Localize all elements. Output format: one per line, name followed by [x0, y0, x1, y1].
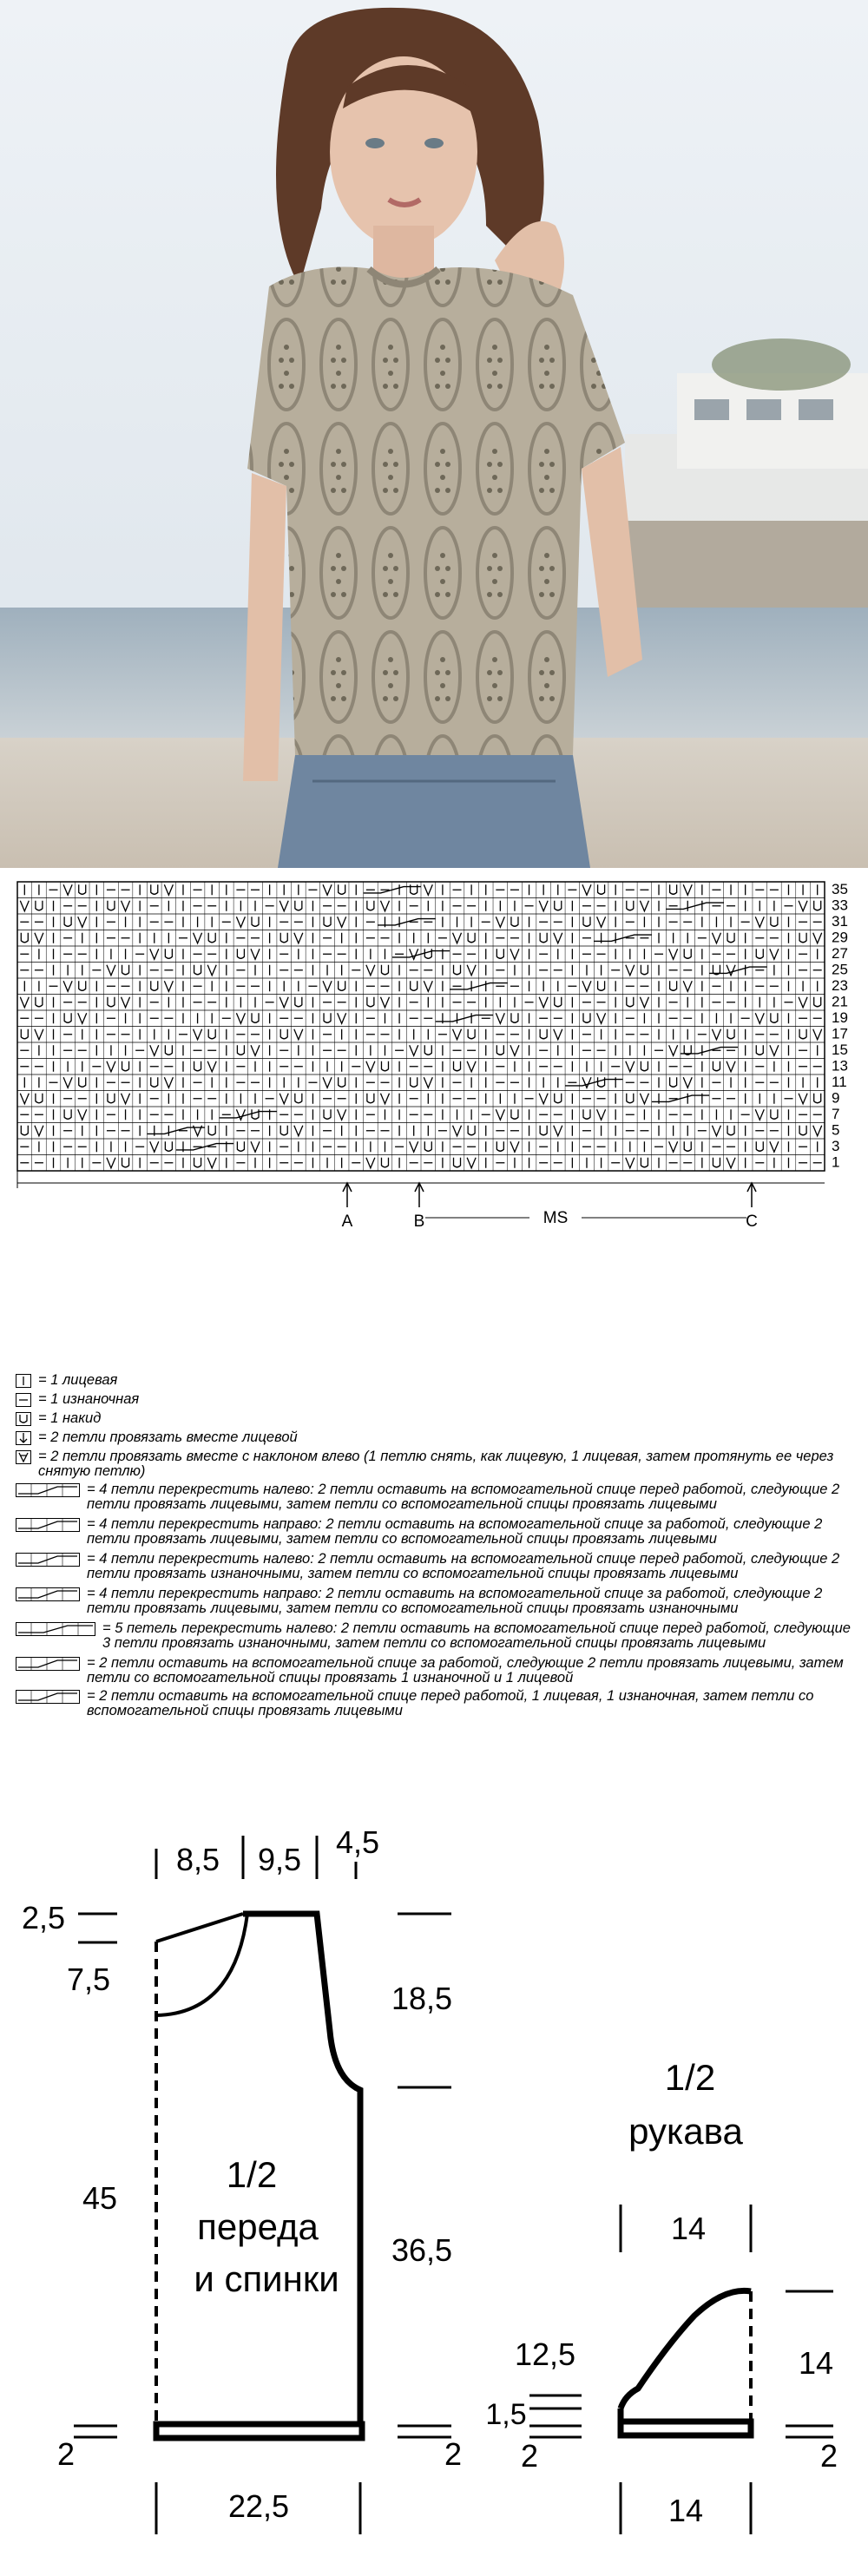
dim-top-2: 9,5 [257, 1842, 302, 1877]
sleeve-title-1: 1/2 [664, 2057, 716, 2098]
cross-left-icon [16, 1690, 80, 1704]
dim-left-4: 2 [56, 2436, 76, 2472]
dim-top-3: 4,5 [335, 1824, 380, 1860]
legend-text: = 1 лицевая [38, 1372, 118, 1388]
body-piece [22, 1824, 462, 2534]
legend-text: = 4 петли перекрестить налево: 2 петли оставить на вспомогательной спице перед работой, следующие 2 петли провязать изнаночными, затем петли со вспомогательной спицы провязать лицевыми [87, 1551, 840, 1581]
chart-marker-label: A [341, 1212, 353, 1231]
sleeve-title-2: рукава [628, 2111, 743, 2152]
garment-schema [0, 1805, 868, 2576]
legend-item [16, 1587, 858, 1616]
legend-text: = 1 изнаночная [38, 1391, 140, 1407]
row-number: 35 [832, 881, 848, 897]
knit-icon [16, 1374, 31, 1388]
legend-item [16, 1656, 858, 1686]
cable-4-right-purl-icon [16, 1587, 80, 1601]
chart-grid [17, 882, 825, 1171]
row-number: 11 [832, 1074, 847, 1090]
row-number: 3 [832, 1138, 840, 1154]
sleeve-dim-top: 14 [670, 2211, 707, 2246]
chart-marker-label: B [413, 1212, 425, 1231]
cable-4-left-knit-icon [16, 1483, 80, 1497]
legend-item [16, 1392, 858, 1407]
chart-legend [16, 1373, 858, 1798]
sleeve-dim-bottom: 14 [667, 2493, 704, 2528]
dim-right-1: 18,5 [391, 1981, 453, 2016]
row-number: 33 [832, 897, 848, 914]
row-number: 23 [832, 977, 848, 994]
row-number: 1 [832, 1153, 840, 1171]
legend-text: = 2 петли оставить на вспомогательной спице перед работой, 1 лицевая, 1 изнаночная, затем петли со вспомогательной спицы провязать лицевыми [87, 1688, 814, 1718]
row-number: 31 [832, 913, 848, 930]
cable-4-right-knit-icon [16, 1518, 80, 1532]
skp-icon [16, 1450, 31, 1464]
legend-item [16, 1411, 858, 1426]
legend-item [16, 1517, 858, 1547]
dim-bottom: 22,5 [227, 2488, 290, 2524]
legend-text: = 4 петли перекрестить направо: 2 петли оставить на вспомогательной спице за работой, следующие 2 петли провязать лицевыми, затем петли со вспомогательной спицы провязать изнаночными [87, 1586, 823, 1616]
row-number: 7 [832, 1106, 840, 1122]
dim-right-3: 2 [444, 2436, 463, 2472]
sleeve-piece [485, 2057, 838, 2534]
dim-top-1: 8,5 [175, 1842, 220, 1877]
sleeve-dim-left-2: 1,5 [485, 2398, 527, 2431]
body-title-1: 1/2 [226, 2154, 278, 2195]
legend-text: = 2 петли провязать вместе с наклоном влево (1 петлю снять, как лицевую, 1 лицевая, затем протянуть ее через снятую петлю) [38, 1449, 834, 1479]
row-number: 15 [832, 1042, 848, 1058]
cross-right-icon [16, 1657, 80, 1671]
row-number: 25 [832, 961, 848, 978]
dim-right-2: 36,5 [391, 2232, 453, 2268]
legend-item [16, 1449, 858, 1479]
body-title-3: и спинки [194, 2258, 339, 2299]
dim-left-1: 2,5 [21, 1900, 66, 1935]
sleeve-dim-right-2: 2 [819, 2438, 838, 2474]
k2tog-icon [16, 1431, 31, 1445]
legend-item [16, 1373, 858, 1388]
purl-icon [16, 1393, 31, 1407]
legend-item [16, 1552, 858, 1581]
row-number: 19 [832, 1009, 848, 1026]
row-number: 9 [832, 1089, 840, 1107]
legend-text: = 5 петель перекрестить налево: 2 петли оставить на вспомогательной спице перед работой, следующие 3 петли провязать изнаночными, затем петли со вспомогательной спицы провязать лицевыми [102, 1620, 851, 1651]
cable-4-left-purl-icon [16, 1553, 80, 1567]
row-number: 27 [832, 945, 848, 962]
row-number: 13 [832, 1057, 848, 1074]
row-number: 17 [832, 1025, 848, 1042]
legend-item [16, 1689, 858, 1718]
chart-marker-label: C [746, 1212, 758, 1231]
dim-left-2: 7,5 [66, 1962, 111, 1997]
sleeve-dim-right-1: 14 [798, 2345, 834, 2381]
legend-item [16, 1430, 858, 1445]
dim-left-3: 45 [82, 2180, 118, 2216]
model-photo [0, 0, 868, 868]
sleeve-dim-left-1: 12,5 [514, 2336, 576, 2372]
body-title-2: переда [197, 2206, 319, 2247]
knitting-chart [0, 868, 868, 1371]
row-number: 29 [832, 929, 848, 946]
yarn-over-icon [16, 1412, 31, 1426]
row-number: 21 [832, 993, 848, 1010]
legend-text: = 2 петли провязать вместе лицевой [38, 1429, 298, 1445]
sleeve-dim-left-3: 2 [520, 2438, 539, 2474]
legend-text: = 2 петли оставить на вспомогательной спице за работой, следующие 2 петли провязать лицевыми, затем петли со вспомогательной спицы провязать 1 изнаночной и 1 лицевой [87, 1655, 844, 1686]
row-number: 5 [832, 1121, 840, 1139]
legend-item [16, 1621, 858, 1651]
legend-text: = 4 петли перекрестить налево: 2 петли оставить на вспомогательной спице перед работой, следующие 2 петли провязать лицевыми, затем петли со вспомогательной спицы провязать лицевыми [87, 1482, 840, 1512]
legend-text: = 4 петли перекрестить направо: 2 петли оставить на вспомогательной спице за работой, следующие 2 петли провязать лицевыми, затем петли со вспомогательной спицы провязать лицевыми [87, 1516, 823, 1547]
legend-item [16, 1482, 858, 1512]
ms-label: MS [542, 1209, 569, 1227]
cable-5-icon [16, 1622, 95, 1636]
legend-text: = 1 накид [38, 1410, 102, 1426]
